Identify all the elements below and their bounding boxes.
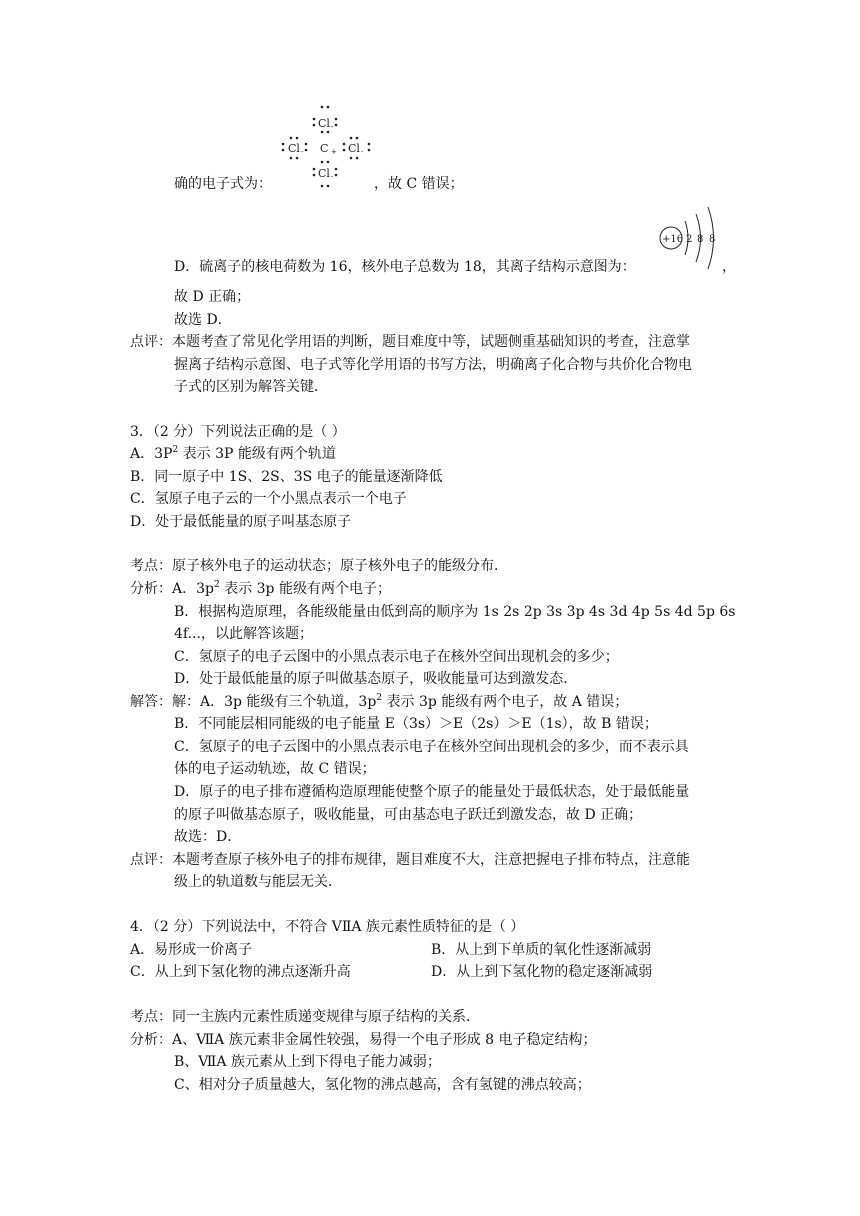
question-3-stem: 3．（2 分）下列说法正确的是（ ） bbox=[130, 424, 346, 440]
ligand-left-label: Cl bbox=[288, 142, 300, 155]
question-4-kaodian: 考点：同一主族内元素性质递变规律与原子结构的关系． bbox=[130, 1009, 480, 1025]
shell-1-count: 2 bbox=[686, 234, 693, 245]
question-4-stem: 4．（2 分）下列说法中，不符合 VⅡA 族元素性质特征的是（ ） bbox=[130, 919, 525, 935]
question-4-analysis-b: B、ⅦA 族元素从上到下得电子能力减弱； bbox=[174, 1054, 441, 1070]
question-3-solution-choose: 故选：D． bbox=[174, 829, 242, 845]
svg-text:-: - bbox=[331, 173, 334, 181]
lewis-structure-tail: ，故 C 错误； bbox=[374, 176, 464, 192]
svg-text:-: - bbox=[301, 148, 304, 156]
ligand-right-label: Cl bbox=[348, 142, 360, 155]
question-4-analysis-c: C、相对分子质量越大，氢化物的沸点越高，含有氢键的沸点较高； bbox=[174, 1077, 591, 1093]
shell-3-count: 8 bbox=[709, 234, 716, 245]
lewis-structure-text: 确的电子式为： bbox=[174, 176, 272, 192]
svg-text:-: - bbox=[361, 148, 364, 156]
center-atom-label: C bbox=[320, 142, 329, 155]
question-4-option-a: A．易形成一价离子 bbox=[130, 942, 253, 958]
question-3-solution-c2: 体的电子运动轨迹，故 C 错误； bbox=[174, 761, 376, 777]
ccl4-electron-formula-diagram bbox=[278, 102, 374, 190]
comment-line-1: 本题考查了常见化学用语的判断，题目难度中等，试题侧重基础知识的考查，注意掌 bbox=[172, 334, 690, 350]
question-3-analysis-b2: 4f...，以此解答该题； bbox=[174, 626, 313, 642]
ligand-top-label: Cl bbox=[318, 117, 330, 130]
comment-label: 点评： bbox=[130, 334, 172, 350]
question-4-option-c: C．从上到下氢化物的沸点逐渐升高 bbox=[130, 964, 351, 980]
question-3-option-b: B．同一原子中 1S、2S、3S 电子的能量逐渐降低 bbox=[130, 469, 443, 485]
question-3-comment-2: 级上的轨道数与能层无关． bbox=[174, 874, 342, 890]
option-d-conclusion: 故 D 正确； bbox=[174, 289, 251, 305]
option-d-tail: ， bbox=[722, 259, 736, 275]
svg-text:+: + bbox=[331, 148, 337, 156]
question-4-analysis-a: 分析：A、ⅦA 族元素非金属性较强，易得一个电子形成 8 电子稳定结构； bbox=[130, 1032, 597, 1048]
ion-nucleus-label: +16 bbox=[662, 234, 684, 245]
question-3-option-a: A．$3P^2$ 表示 3P 能级有两个轨道 bbox=[130, 445, 336, 462]
question-3-kaodian: 考点：原子核外电子的运动状态；原子核外电子的能级分布． bbox=[130, 558, 508, 574]
question-3-solution-d2: 的原子叫做基态原子，吸收能量，可由基态电子跃迁到激发态，故 D 正确； bbox=[174, 807, 643, 823]
question-3-solution-c1: C．氢原子的电子云图中的小黑点表示电子在核外空间出现机会的多少，而不表示具 bbox=[174, 739, 689, 755]
question-3-comment-1: 点评：本题考查原子核外电子的排布规律，题目难度不大，注意把握电子排布特点，注意能 bbox=[130, 852, 690, 868]
sulfide-ion-structure-diagram bbox=[655, 205, 727, 275]
question-3-analysis-a: 分析：A．$3p^2$ 表示 3p 能级有两个电子； bbox=[130, 580, 391, 597]
question-3-solution-a: 解答：解：A．3p 能级有三个轨道，$3p^2$ 表示 3p 能级有两个电子，故 A 错误； bbox=[130, 693, 629, 710]
shell-2-count: 8 bbox=[697, 234, 704, 245]
question-3-option-d: D．处于最低能量的原子叫基态原子 bbox=[130, 514, 352, 530]
question-3-solution-d1: D．原子的电子排布遵循构造原理能使整个原子的能量处于最低状态，处于最低能量 bbox=[174, 784, 690, 800]
ligand-bottom-label: Cl bbox=[318, 167, 330, 180]
comment-line-3: 子式的区别为解答关键． bbox=[174, 379, 328, 395]
question-3-solution-b: B．不同能层相同能级的电子能量 E（3s）＞E（2s）＞E（1s），故 B 错误； bbox=[174, 716, 658, 732]
comment-line-2: 握离子结构示意图、电子式等化学用语的书写方法，明确离子化合物与共价化合物电 bbox=[174, 357, 692, 373]
answer-choice: 故选 D． bbox=[174, 312, 232, 328]
question-4-option-d: D．从上到下氢化物的稳定逐渐减弱 bbox=[431, 964, 653, 980]
question-4-option-b: B．从上到下单质的氧化性逐渐减弱 bbox=[431, 942, 652, 958]
question-3-analysis-c: C．氢原子的电子云图中的小黑点表示电子在核外空间出现机会的多少； bbox=[174, 649, 619, 665]
question-3-analysis-d: D．处于最低能量的原子叫做基态原子，吸收能量可达到激发态． bbox=[174, 671, 578, 687]
svg-text:-: - bbox=[331, 123, 334, 131]
question-3-analysis-b1: B．根据构造原理，各能级能量由低到高的顺序为 1s 2s 2p 3s 3p 4s 3d 4p 5s 4d 5p 6s bbox=[174, 604, 736, 620]
option-d-explanation: D．硫离子的核电荷数为 16，核外电子总数为 18，其离子结构示意图为： bbox=[174, 259, 636, 275]
question-3-option-c: C．氢原子电子云的一个小黑点表示一个电子 bbox=[130, 491, 407, 507]
